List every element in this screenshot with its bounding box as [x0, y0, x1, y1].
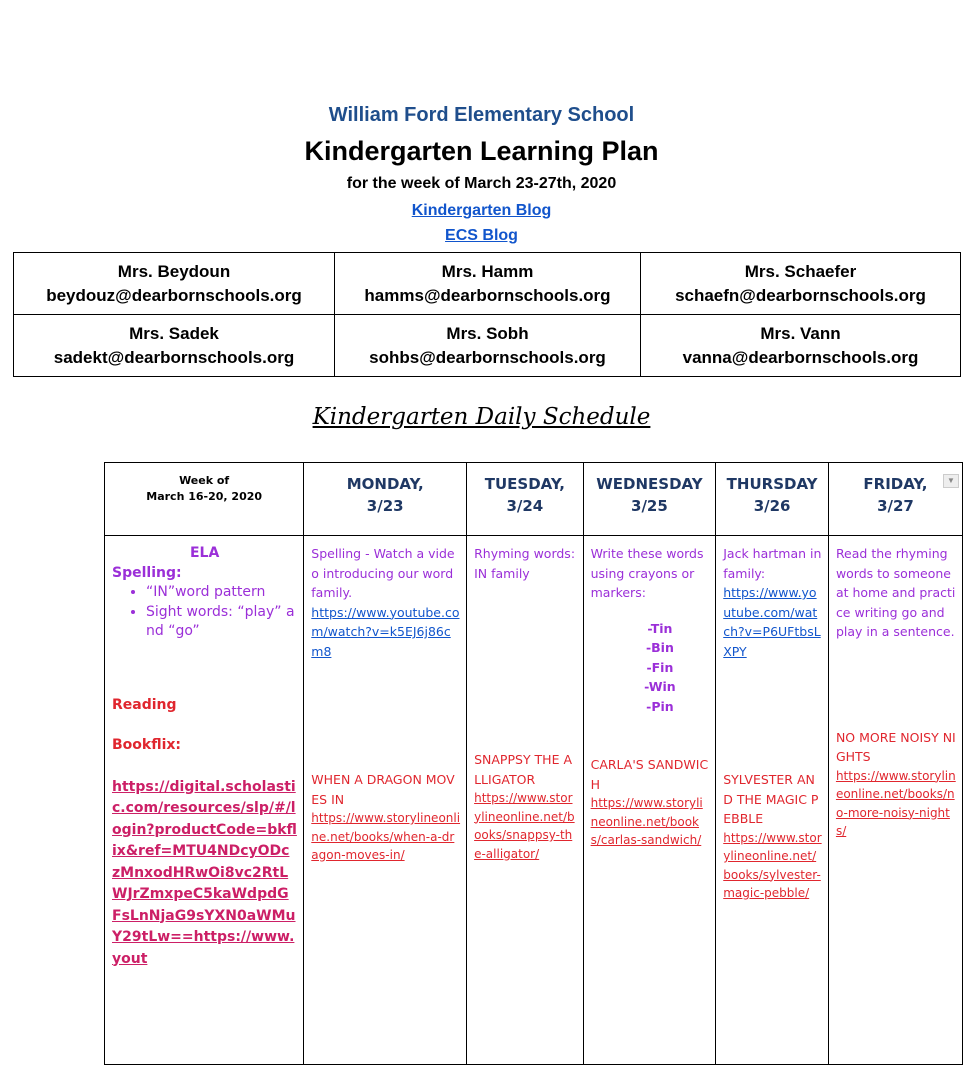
friday-book-link[interactable]: https://www.storylineonline.net/books/no-more-noisy-nights/	[835, 768, 956, 838]
teacher-cell	[14, 253, 335, 315]
ela-cell	[105, 536, 304, 1065]
teacher-name: Mrs. Vann	[760, 323, 841, 343]
teacher-email[interactable]: beydouz@dearbornschools.org	[46, 285, 302, 305]
ecs-blog-link[interactable]: ECS Blog	[445, 227, 518, 244]
teacher-cell	[335, 315, 641, 377]
word-tin: -Tin	[647, 620, 673, 636]
spelling-list	[112, 583, 297, 642]
day-header-thursday: THURSDAY 3/26	[716, 463, 829, 536]
school-name: William Ford Elementary School	[328, 104, 635, 126]
word-win: -Win	[644, 679, 676, 694]
monday-cell	[304, 536, 467, 1065]
thursday-book-title: SYLVESTER AND THE MAGIC PEBBLE	[723, 772, 819, 826]
teacher-name: Mrs. Schaefer	[744, 261, 857, 281]
wednesday-book-link[interactable]: https://www.storylineonline.net/books/carlas-sandwich/	[590, 796, 703, 847]
word-bin: -Bin	[645, 640, 674, 655]
teacher-contacts-table	[13, 252, 961, 377]
thursday-activity: Jack hartman in family:	[723, 546, 822, 581]
thursday-cell	[716, 536, 829, 1065]
teacher-email[interactable]: sadekt@dearbornschools.org	[53, 347, 295, 367]
schedule-title: Kindergarten Daily Schedule	[312, 404, 651, 430]
bookflix-label: Bookflix:	[112, 737, 182, 753]
teacher-email[interactable]: schaefn@dearbornschools.org	[675, 285, 926, 305]
teacher-name: Mrs. Sobh	[446, 323, 529, 343]
word-pin: -Pin	[646, 698, 674, 714]
friday-book-title: NO MORE NOISY NIGHTS	[835, 729, 956, 764]
monday-video-link[interactable]: https://www.youtube.com/watch?v=k5EJ6j86cm8	[311, 604, 460, 659]
friday-activity: Read the rhyming words to someone at home and practice writing go and play in a sentence.	[835, 546, 956, 639]
friday-cell	[828, 536, 962, 1065]
list-item: • Sight words: “play” and “go”	[146, 603, 297, 642]
monday-book-title: WHEN A DRAGON MOVES IN	[311, 772, 455, 807]
kindergarten-blog-link[interactable]: Kindergarten Blog	[411, 202, 552, 219]
word-fin: -Fin	[646, 659, 674, 675]
daily-schedule-table	[104, 462, 963, 1065]
ela-heading: ELA	[189, 545, 220, 561]
teacher-email[interactable]: sohbs@dearbornschools.org	[369, 347, 606, 367]
tuesday-book-link[interactable]: https://www.storylineonline.net/books/snappsy-the-alligator/	[474, 791, 575, 861]
monday-book-link[interactable]: https://www.storylineonline.net/books/when-a-dragon-moves-in/	[311, 811, 461, 862]
teacher-cell	[14, 315, 335, 377]
day-header-friday: FRIDAY, 3/27	[828, 463, 962, 536]
teacher-email[interactable]: hamms@dearbornschools.org	[364, 285, 611, 305]
tuesday-cell	[467, 536, 584, 1065]
week-of-cell: Week of March 16-20, 2020	[105, 463, 304, 536]
monday-activity: Spelling - Watch a video introducing our word family.	[311, 546, 455, 600]
dropdown-icon[interactable]: ▼	[943, 474, 959, 488]
day-header-wednesday: WEDNESDAY 3/25	[583, 463, 716, 536]
teacher-cell	[641, 315, 961, 377]
tuesday-activity: Rhyming words: IN family	[474, 546, 576, 581]
week-subtitle: for the week of March 23-27th, 2020	[346, 175, 617, 192]
tuesday-book-title: SNAPPSY THE ALLIGATOR	[474, 752, 573, 787]
page-title: Kindergarten Learning Plan	[304, 136, 659, 166]
wednesday-cell	[583, 536, 716, 1065]
wednesday-book-title: CARLA'S SANDWICH	[590, 757, 709, 792]
teacher-name: Mrs. Beydoun	[117, 261, 231, 281]
teacher-name: Mrs. Hamm	[441, 261, 534, 281]
spelling-label: Spelling:	[112, 564, 182, 581]
day-header-tuesday: TUESDAY, 3/24	[467, 463, 584, 536]
thursday-video-link[interactable]: https://www.youtube.com/watch?v=P6UFtbsLXPY	[723, 585, 821, 659]
list-item: • “IN”word pattern	[146, 583, 297, 603]
day-header-monday: MONDAY, 3/23	[304, 463, 467, 536]
teacher-cell	[641, 253, 961, 315]
teacher-name: Mrs. Sadek	[129, 323, 219, 343]
teacher-email[interactable]: vanna@dearbornschools.org	[682, 347, 919, 367]
wednesday-activity: Write these words using crayons or markers:	[590, 546, 704, 600]
bookflix-link[interactable]: https://digital.scholastic.com/resources/slp/#/login?productCode=bkflix&ref=MTU4NDcyODczMnxodHRwOi8vc2RtLWJrZmxpeC5kaWdpdGFsLnNjaG9sYXN0aWMuY29tLw==https://www.yout	[112, 778, 297, 967]
thursday-book-link[interactable]: https://www.storylineonline.net/books/sylvester-magic-pebble/	[723, 830, 822, 900]
reading-label: Reading	[112, 696, 177, 713]
teacher-cell	[335, 253, 641, 315]
